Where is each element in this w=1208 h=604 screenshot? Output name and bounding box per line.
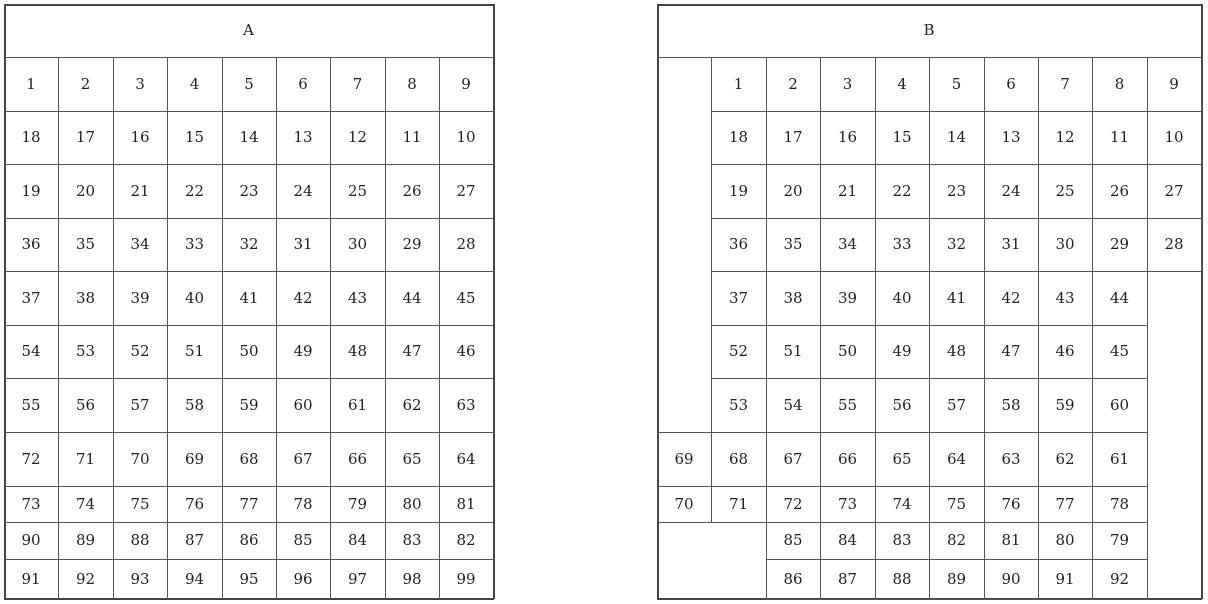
table-a-cell: 28 <box>456 235 476 253</box>
table-b-cell: 52 <box>728 342 749 360</box>
table-a-cell: 32 <box>239 235 259 253</box>
table-b-cell: 48 <box>946 342 967 360</box>
table-a-cell: 40 <box>184 288 205 307</box>
table-b-cell: 3 <box>842 74 853 93</box>
table-a-cell: 38 <box>75 288 96 307</box>
table-a-cell: 62 <box>402 395 422 414</box>
table-b-cell: 9 <box>1169 74 1179 93</box>
table-a-cell: 91 <box>21 569 41 588</box>
table-a-cell: 92 <box>75 569 96 588</box>
table-b-cell: 56 <box>892 395 912 414</box>
table-b-cell: 62 <box>1055 449 1075 468</box>
table-a-cell: 43 <box>347 288 368 307</box>
table-a-cell: 34 <box>130 235 150 253</box>
table-a-cell: 79 <box>347 494 368 513</box>
table-b-cell: 20 <box>783 181 803 200</box>
table-a-cell: 64 <box>456 449 476 468</box>
table-b-cell: 63 <box>1001 449 1021 468</box>
table-a-cell: 33 <box>184 235 205 253</box>
table-a-cell: 17 <box>75 128 96 146</box>
table-b-cell-rule <box>1147 271 1202 272</box>
table-a-cell: 63 <box>456 395 476 414</box>
table-a-cell: 35 <box>75 235 96 253</box>
table-a-cell: 1 <box>26 74 36 93</box>
table-b-cell-rule <box>1201 164 1202 219</box>
table-b-cell: 15 <box>892 128 912 146</box>
table-a-cell: 5 <box>244 74 254 93</box>
table-a-cell: 95 <box>239 569 259 588</box>
table-b-cell: 90 <box>1001 569 1021 588</box>
table-b-cell: 18 <box>728 128 749 146</box>
table-a-right-border <box>493 4 495 599</box>
table-a-cell: 27 <box>456 181 476 200</box>
table-b-cell-rule <box>1147 486 1148 523</box>
table-b-cell: 55 <box>837 395 858 414</box>
table-a-cell: 11 <box>402 128 422 146</box>
table-a-cell: 49 <box>293 342 313 360</box>
table-a-cell: 88 <box>130 531 150 549</box>
table-b-cell: 88 <box>892 569 912 588</box>
table-a-cell: 16 <box>130 128 150 146</box>
table-b-cell: 66 <box>837 449 858 468</box>
table-a-cell: 87 <box>184 531 205 549</box>
table-b-cell: 58 <box>1001 395 1021 414</box>
table-b-cell: 57 <box>946 395 967 414</box>
table-b-cell: 23 <box>946 181 967 200</box>
table-a-cell: 29 <box>402 235 422 253</box>
table-b-cell: 46 <box>1055 342 1075 360</box>
table-b-cell-rule <box>711 522 767 523</box>
table-b-cell: 32 <box>946 235 967 253</box>
table-a-cell: 45 <box>456 288 476 307</box>
table-a-cell: 31 <box>293 235 313 253</box>
table-b-cell: 92 <box>1109 569 1130 588</box>
table-b-cell: 51 <box>783 342 803 360</box>
table-a-cell: 59 <box>239 395 259 414</box>
table-b-cell-rule <box>1092 599 1148 600</box>
table-b-cell: 71 <box>728 494 749 513</box>
table-b-cell-rule <box>929 599 985 600</box>
table-b-cell: 5 <box>951 74 962 93</box>
table-b-cell: 35 <box>783 235 803 253</box>
table-a-cell: 68 <box>239 449 259 468</box>
table-a-cell: 85 <box>293 531 313 549</box>
table-b-cell: 21 <box>837 181 858 200</box>
table-b-cell: 4 <box>897 74 907 93</box>
table-b-cell: 1 <box>733 74 744 93</box>
table-b-cell: 43 <box>1055 288 1075 307</box>
table-a-cell: 90 <box>21 531 41 549</box>
table-a-cell: 51 <box>184 342 205 360</box>
table-b-cell-rule <box>1201 218 1202 272</box>
table-b-cell: 60 <box>1109 395 1130 414</box>
table-b-cell-rule <box>875 599 930 600</box>
table-a-cell: 25 <box>347 181 368 200</box>
table-b-cell: 12 <box>1055 128 1075 146</box>
table-a-cell: 48 <box>347 342 368 360</box>
table-a-cell: 7 <box>352 74 363 93</box>
table-a-cell: 94 <box>184 569 205 588</box>
table-a-cell: 67 <box>293 449 313 468</box>
table-a-cell: 22 <box>184 181 205 200</box>
table-b-cell: 40 <box>892 288 912 307</box>
table-a-cell: 37 <box>21 288 41 307</box>
table-b-cell: 42 <box>1001 288 1021 307</box>
table-b-cell: 67 <box>783 449 803 468</box>
table-b-cell: 44 <box>1109 288 1130 307</box>
table-a-cell: 80 <box>402 494 422 513</box>
table-b-cell: 77 <box>1055 494 1075 513</box>
table-a-cell: 73 <box>21 494 41 513</box>
table-a-cell: 18 <box>21 128 41 146</box>
table-a-cell: 26 <box>402 181 422 200</box>
table-a-cell: 71 <box>75 449 96 468</box>
table-a-cell: 76 <box>184 494 205 513</box>
table-b-cell: 33 <box>892 235 912 253</box>
table-b-cell: 82 <box>946 531 967 549</box>
table-b-cell: 17 <box>783 128 803 146</box>
table-a-cell: 53 <box>75 342 96 360</box>
table-b-cell: 85 <box>783 531 803 549</box>
table-a-cell: 6 <box>298 74 308 93</box>
table-b-cell: 37 <box>728 288 749 307</box>
table-b-cell: 34 <box>837 235 858 253</box>
table-a-cell: 81 <box>456 494 476 513</box>
table-b-cell-rule <box>766 599 821 600</box>
table-b-cell: 29 <box>1109 235 1130 253</box>
table-b-cell: 27 <box>1164 181 1184 200</box>
table-a-cell: 69 <box>184 449 205 468</box>
table-a-cell: 2 <box>80 74 91 93</box>
table-a-cell: 20 <box>75 181 96 200</box>
table-b-cell: 7 <box>1060 74 1070 93</box>
table-a-cell: 39 <box>130 288 150 307</box>
table-b-cell: 70 <box>674 494 694 513</box>
table-a-cell: 12 <box>347 128 368 146</box>
table-b-cell-rule <box>1201 111 1202 165</box>
table-b-cell-rule <box>1147 522 1148 560</box>
table-a-cell: 4 <box>189 74 200 93</box>
table-a-cell: 98 <box>402 569 422 588</box>
table-b-cell: 13 <box>1001 128 1021 146</box>
table-b-cell: 75 <box>946 494 967 513</box>
table-b-cell-rule <box>1147 325 1148 379</box>
table-a-cell: 97 <box>347 569 368 588</box>
table-b-cell: 61 <box>1109 449 1130 468</box>
table-a-cell: 72 <box>21 449 41 468</box>
table-b-cell: 87 <box>837 569 858 588</box>
table-b-cell-rule <box>1147 559 1148 600</box>
table-b-cell-rule <box>1147 378 1148 433</box>
table-a-cell: 19 <box>21 181 41 200</box>
table-b-cell: 36 <box>728 235 749 253</box>
table-a-cell: 8 <box>407 74 417 93</box>
table-a-cell: 24 <box>293 181 313 200</box>
table-a-cell: 42 <box>293 288 313 307</box>
table-a-cell: 65 <box>402 449 422 468</box>
table-a-cell: 70 <box>130 449 150 468</box>
table-b-cell: 14 <box>946 128 967 146</box>
table-b-cell: 24 <box>1001 181 1021 200</box>
table-b-cell: 47 <box>1001 342 1021 360</box>
table-a-cell: 74 <box>75 494 96 513</box>
table-b-cell-rule <box>1147 271 1148 326</box>
table-a-cell: 89 <box>75 531 96 549</box>
table-a-cell: 21 <box>130 181 150 200</box>
table-b-cell: 79 <box>1109 531 1130 549</box>
table-b-cell: 68 <box>728 449 749 468</box>
table-b-cell: 50 <box>837 342 858 360</box>
table-b-cell-rule <box>1201 57 1202 112</box>
table-b-cell: 22 <box>892 181 912 200</box>
table-b-cell: 31 <box>1001 235 1021 253</box>
table-a-cell: 14 <box>239 128 259 146</box>
table-b-cell: 59 <box>1055 395 1075 414</box>
table-b-cell: 2 <box>788 74 798 93</box>
table-a-cell: 13 <box>293 128 313 146</box>
table-b-cell: 64 <box>946 449 967 468</box>
table-b-cell: 84 <box>837 531 858 549</box>
table-a-cell: 66 <box>347 449 368 468</box>
table-b-cell: 89 <box>946 569 967 588</box>
table-a-cell: 36 <box>21 235 41 253</box>
table-b-cell: 10 <box>1164 128 1184 146</box>
table-b-cell-rule <box>1147 432 1148 487</box>
table-a-cell: 58 <box>184 395 205 414</box>
table-a-cell: 60 <box>293 395 313 414</box>
table-a-cell: 84 <box>347 531 368 549</box>
table-a-cell: 78 <box>293 494 313 513</box>
table-a-cell: 57 <box>130 395 150 414</box>
table-b-cell: 6 <box>1006 74 1016 93</box>
table-a-cell: 77 <box>239 494 259 513</box>
table-b-cell: 65 <box>892 449 912 468</box>
table-a-cell: 52 <box>130 342 150 360</box>
table-a-cell: 83 <box>402 531 422 549</box>
table-b-cell: 78 <box>1109 494 1130 513</box>
table-b-cell-rule <box>1038 599 1093 600</box>
table-b-cell: 16 <box>837 128 858 146</box>
table-b-cell: 91 <box>1055 569 1075 588</box>
table-a-cell: 93 <box>130 569 150 588</box>
table-b-cell: 8 <box>1114 74 1125 93</box>
table-a-cell: 86 <box>239 531 259 549</box>
table-b-cell: 73 <box>837 494 858 513</box>
table-a-cell: 9 <box>461 74 471 93</box>
table-b-cell: 53 <box>728 395 749 414</box>
table-b-cell: 54 <box>783 395 803 414</box>
table-b-cell: 69 <box>674 449 694 468</box>
table-b-cell-rule <box>657 522 712 523</box>
table-a-cell: 23 <box>239 181 259 200</box>
table-b-cell: 19 <box>728 181 749 200</box>
table-a-cell: 75 <box>130 494 150 513</box>
table-b-cell: 28 <box>1164 235 1184 253</box>
table-b-cell: 74 <box>892 494 912 513</box>
table-b-cell: 81 <box>1001 531 1021 549</box>
table-b-cell: 86 <box>783 569 803 588</box>
table-b-cell: 72 <box>783 494 803 513</box>
table-a-cell: 55 <box>21 395 41 414</box>
table-a-cell: 50 <box>239 342 259 360</box>
table-a-cell: 82 <box>456 531 476 549</box>
table-b-cell: 83 <box>892 531 912 549</box>
table-b-header: B <box>923 21 935 39</box>
table-a-cell: 3 <box>135 74 145 93</box>
table-a-cell: 99 <box>456 569 476 588</box>
table-a-cell: 15 <box>184 128 205 146</box>
table-a-cell: 10 <box>456 128 476 146</box>
table-a-cell: 47 <box>402 342 422 360</box>
table-b-cell: 45 <box>1109 342 1130 360</box>
table-b-cell-rule <box>984 599 1039 600</box>
table-a-cell: 56 <box>75 395 96 414</box>
table-b-cell-rule <box>820 599 876 600</box>
table-a-cell: 61 <box>347 395 368 414</box>
table-b-cell: 49 <box>892 342 912 360</box>
table-b-cell: 38 <box>783 288 803 307</box>
table-b-cell: 11 <box>1109 128 1130 146</box>
table-b-cell: 76 <box>1001 494 1021 513</box>
table-a-cell: 44 <box>402 288 422 307</box>
table-a-cell: 96 <box>293 569 313 588</box>
table-b-cell: 25 <box>1055 181 1075 200</box>
table-a-header: A <box>243 21 254 39</box>
table-b-cell: 30 <box>1055 235 1075 253</box>
table-a-cell: 46 <box>456 342 476 360</box>
table-b-cell: 80 <box>1055 531 1075 549</box>
table-a-cell: 41 <box>239 288 259 307</box>
table-b-cell: 39 <box>837 288 858 307</box>
table-a-cell: 54 <box>21 342 41 360</box>
table-b-cell: 26 <box>1109 181 1130 200</box>
table-a-cell: 30 <box>347 235 368 253</box>
table-b-cell: 41 <box>946 288 967 307</box>
